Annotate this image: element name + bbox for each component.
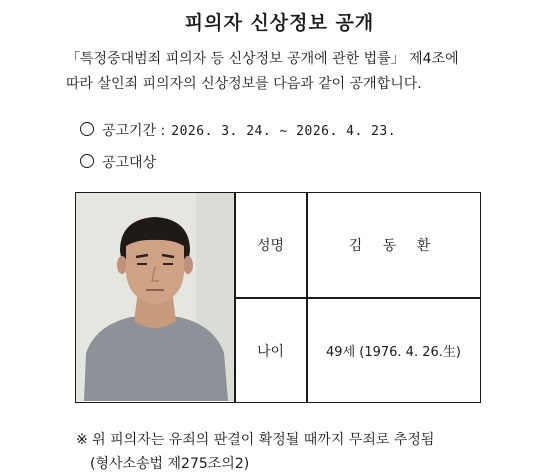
suspect-photo	[76, 193, 234, 401]
page-title: 피의자 신상정보 공개	[184, 12, 375, 34]
circle-bullet-icon	[80, 122, 94, 136]
intro-line-1: 「특정중대범죄 피의자 등 신상정보 공개에 관한 법률」 제4조에	[66, 51, 459, 67]
period-label: 공고기간 :	[102, 123, 166, 139]
intro-line-2: 따라 살인죄 피의자의 신상정보를 다음과 같이 공개합니다.	[66, 76, 422, 92]
name-value: 김 동 환	[348, 238, 439, 254]
intro-paragraph	[66, 47, 506, 97]
target-label: 공고대상	[102, 155, 157, 171]
age-label: 나이	[256, 343, 285, 360]
notice-period	[80, 120, 396, 140]
presumption-footnote	[76, 428, 434, 476]
footnote-line-1: ※ 위 피의자는 유죄의 판결이 확정될 때까지 무죄로 추정됨	[76, 432, 435, 448]
notice-target	[80, 152, 156, 172]
name-label: 성명	[256, 238, 285, 254]
suspect-portrait-image	[76, 193, 234, 401]
circle-bullet-icon	[80, 154, 94, 168]
period-value: 2026. 3. 24. ~ 2026. 4. 23.	[171, 124, 397, 139]
footnote-line-2: (형사소송법 제275조의2)	[90, 456, 250, 472]
age-value: 49세 (1976. 4. 26.生)	[326, 345, 461, 360]
suspect-info-table	[75, 192, 481, 403]
